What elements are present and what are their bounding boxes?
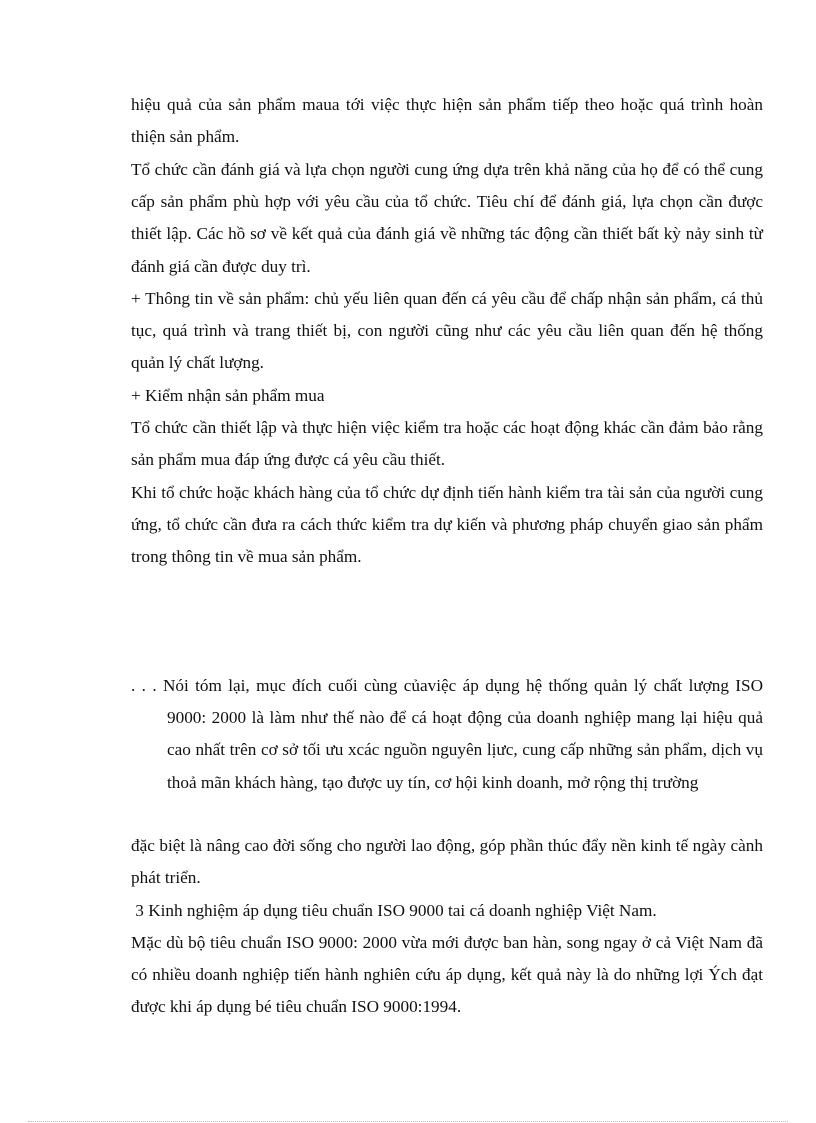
paragraph-iso-adoption: Mặc dù bộ tiêu chuẩn ISO 9000: 2000 vừa mới được ban hàn, song ngay ở cả Việt Nam đã có nhiều doanh nghiệp tiến hành nghiên cứu áp dụng, kết quả này là do những lợi Ých đạt được khi áp dụng bé tiêu chuẩn ISO 9000:1994. xyxy=(131,933,763,1017)
paragraph-living-standards: đặc biệt là nâng cao đời sống cho người lao động, góp phần thúc đẩy nền kinh tế ngày cành phát triển. xyxy=(131,836,763,888)
page-bottom-divider xyxy=(28,1121,788,1122)
paragraph-purchase-verification: Tổ chức cần thiết lập và thực hiện việc kiểm tra hoặc các hoạt động khác cần đảm bảo rằng sản phẩm mua đáp ứng được cá yêu cầu thiết. xyxy=(131,418,763,470)
paragraph-supplier-evaluation: Tổ chức cần đánh giá và lựa chọn người cung ứng dựa trên khả năng của họ để có thể cung cấp sản phẩm phù hợp với yêu cầu của tổ chức. Tiêu chí để đánh giá, lựa chọn cần được thiết lập. Các hồ sơ về kết quả của đánh giá về những tác động cần thiết bất kỳ nảy sinh từ đánh giá cần được duy trì. xyxy=(131,160,763,276)
paragraph-supplier-inspection: Khi tổ chức hoặc khách hàng của tổ chức dự định tiến hành kiểm tra tài sản của người cung ứng, tổ chức cần đưa ra cách thức kiểm tra dự kiến và phương pháp chuyển giao sản phẩm trong thông tin về mua sản phẩm. xyxy=(131,483,763,567)
paragraph-purchase-verification-heading: + Kiểm nhận sản phẩm mua xyxy=(131,386,325,405)
paragraph-summary: . . . Nói tóm lại, mục đích cuối cùng củaviệc áp dụng hệ thống quản lý chất lượng ISO 9000: 2000 là làm như thế nào để cá hoạt động của doanh nghiệp mang lại hiệu quả cao nhất trên cơ sở tối ưu xcác nguồn nguyên lịưc, cung cấp những sản phẩm, dịch vụ thoả mãn khách hàng, tạo được uy tín, cơ hội kinh doanh, mở rộng thị trường xyxy=(131,676,763,792)
paragraph-product-effect: hiệu quả của sản phẩm maua tới việc thực hiện sản phẩm tiếp theo hoặc quá trình hoàn thiện sản phẩm. xyxy=(131,95,763,147)
paragraph-product-information: + Thông tin về sản phẩm: chủ yếu liên quan đến cá yêu cầu để chấp nhận sản phẩm, cá thủ tục, quá trình và trang thiết bị, con người cũng như các yêu cầu liên quan đến hệ thống quản lý chất lượng. xyxy=(131,289,763,373)
section-heading-experience: 3 Kinh nghiệm áp dụng tiêu chuẩn ISO 9000 tai cá doanh nghiệp Việt Nam. xyxy=(131,901,657,920)
